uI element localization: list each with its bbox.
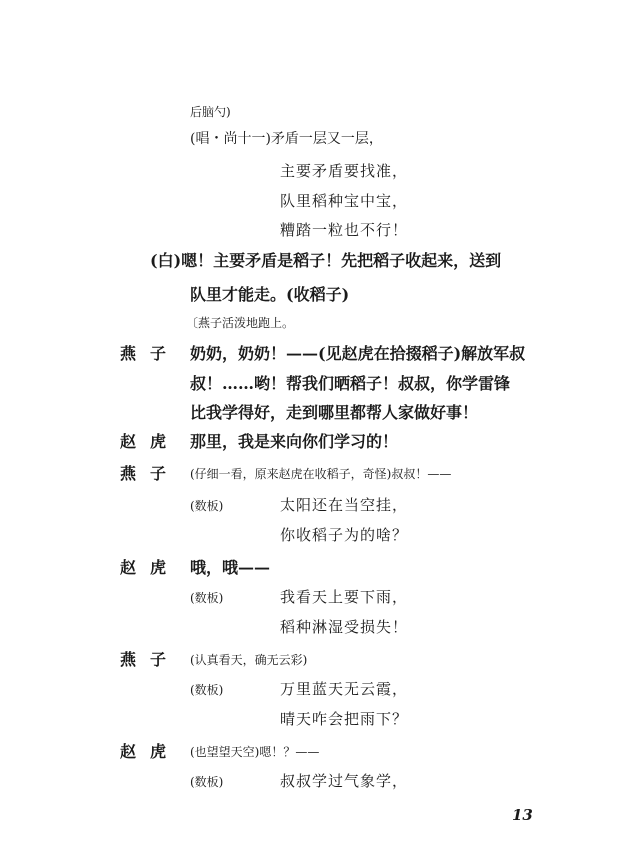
speaker-label: 赵虎 <box>120 558 181 577</box>
direction-line: (认真看天，确无云彩) <box>190 653 308 667</box>
verse-line: 我看天上要下雨， <box>280 588 409 606</box>
dialogue-line: 奶奶，奶奶！——(见赵虎在拾掇稻子)解放军叔 <box>190 344 526 363</box>
speaker-label: 赵虎 <box>120 742 181 761</box>
dialogue-line: 哦，哦—— <box>190 558 271 577</box>
page-number: 13 <box>512 806 533 824</box>
verse-line: 太阳还在当空挂， <box>280 496 409 514</box>
dialogue-line: (也望望天空)嗯！？—— <box>190 745 320 759</box>
dialogue-line: 那里，我是来向你们学习的！ <box>190 432 399 451</box>
dialogue-line: (仔细一看，原来赵虎在收稻子，奇怪)叔叔！—— <box>190 467 452 481</box>
dialogue-line: (白)嗯！主要矛盾是稻子！先把稻子收起来，送到 <box>150 251 502 270</box>
direction-line: 〔燕子活泼地跑上。 <box>186 316 295 330</box>
direction-tag: (数板) <box>190 499 224 513</box>
dialogue-line: 队里才能走。(收稻子) <box>190 285 350 304</box>
song-line: (唱・尚十一)矛盾一层又一层， <box>190 131 383 147</box>
direction-line: 后脑勺) <box>190 105 231 119</box>
speaker-label: 燕子 <box>120 650 181 669</box>
verse-line: 万里蓝天无云霞， <box>280 680 409 698</box>
verse-line: 糟踏一粒也不行！ <box>280 221 409 239</box>
direction-tag: (数板) <box>190 775 224 789</box>
speaker-label: 燕子 <box>120 464 181 483</box>
verse-line: 晴天咋会把雨下？ <box>280 710 409 728</box>
dialogue-line: 叔！……哟！帮我们晒稻子！叔叔，你学雷锋 <box>190 374 511 393</box>
direction-tag: (数板) <box>190 683 224 697</box>
verse-line: 队里稻种宝中宝， <box>280 192 409 210</box>
verse-line: 你收稻子为的啥？ <box>280 526 409 544</box>
verse-line: 主要矛盾要找准， <box>280 162 409 180</box>
verse-line: 稻种淋湿受损失！ <box>280 618 409 636</box>
speaker-label: 赵虎 <box>120 432 181 451</box>
speaker-label: 燕子 <box>120 344 181 363</box>
dialogue-line: 比我学得好，走到哪里都帮人家做好事！ <box>190 403 479 422</box>
direction-tag: (数板) <box>190 591 224 605</box>
verse-line: 叔叔学过气象学， <box>280 772 409 790</box>
